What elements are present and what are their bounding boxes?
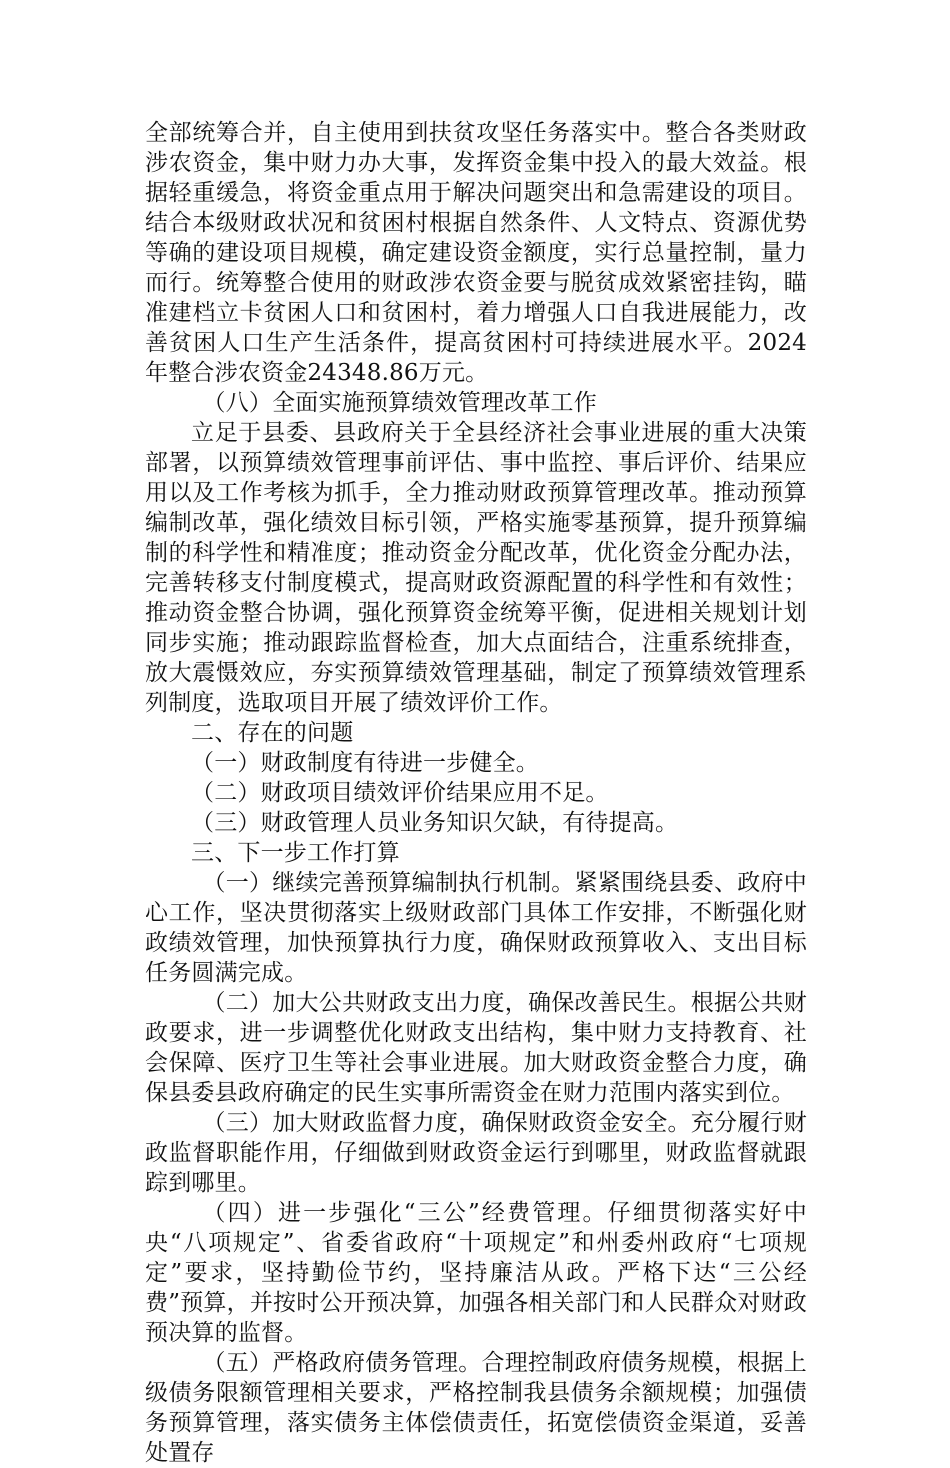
- plan-item-3: （三）加大财政监督力度，确保财政资金安全。充分履行财政监督职能作用，仔细做到财政资金运行到哪里，财政监督就跟踪到哪里。: [145, 1110, 807, 1196]
- heading-next-steps: 三、下一步工作打算: [191, 840, 400, 866]
- plan-item-1: （一）继续完善预算编制执行机制。紧紧围绕县委、政府中心工作，坚决贯彻落实上级财政部门具体工作安排，不断强化财政绩效管理，加快预算执行力度，确保财政预算收入、支出目标任务圆满完成。: [145, 870, 807, 986]
- problem-item-3: （三）财政管理人员业务知识欠缺，有待提高。: [191, 810, 679, 836]
- paragraph-funds-integration: 全部统筹合并，自主使用到扶贫攻坚任务落实中。整合各类财政涉农资金，集中财力办大事，发挥资金集中投入的最大效益。根据轻重缓急，将资金重点用于解决问题突出和急需建设的项目。结合本级财政状况和贫困村根据自然条件、人文特点、资源优势等确的建设项目规模，确定建设资金额度，实行总量控制，量力而行。统筹整合使用的财政涉农资金要与脱贫成效紧密挂钩，瞄准建档立卡贫困人口和贫困村，着力增强人口自我进展能力，改善贫困人口生产生活条件，提高贫困村可持续进展水平。2024年整合涉农资金24348.86万元。: [145, 120, 807, 386]
- heading-problems: 二、存在的问题: [191, 720, 354, 746]
- problem-item-1: （一）财政制度有待进一步健全。: [191, 750, 539, 776]
- problem-item-2: （二）财政项目绩效评价结果应用不足。: [191, 780, 609, 806]
- section-heading-8: （八）全面实施预算绩效管理改革工作: [202, 390, 597, 416]
- document-page: [145, 118, 807, 1468]
- plan-item-2: （二）加大公共财政支出力度，确保改善民生。根据公共财政要求，进一步调整优化财政支出结构，集中财力支持教育、社会保障、医疗卫生等社会事业进展。加大财政资金整合力度，确保县委县政府确定的民生实事所需资金在财力范围内落实到位。: [145, 990, 807, 1106]
- paragraph-performance-reform: 立足于县委、县政府关于全县经济社会事业进展的重大决策部署，以预算绩效管理事前评估、事中监控、事后评价、结果应用以及工作考核为抓手，全力推动财政预算管理改革。推动预算编制改革，强化绩效目标引领，严格实施零基预算，提升预算编制的科学性和精准度；推动资金分配改革，优化资金分配办法，完善转移支付制度模式，提高财政资源配置的科学性和有效性；推动资金整合协调，强化预算资金统筹平衡，促进相关规划计划同步实施；推动跟踪监督检查，加大点面结合，注重系统排查，放大震慑效应，夯实预算绩效管理基础，制定了预算绩效管理系列制度，选取项目开展了绩效评价工作。: [145, 420, 807, 716]
- plan-item-5: （五）严格政府债务管理。合理控制政府债务规模，根据上级债务限额管理相关要求，严格控制我县债务余额规模；加强债务预算管理，落实债务主体偿债责任，拓宽偿债资金渠道，妥善处置存: [145, 1350, 807, 1466]
- plan-item-4: （四）进一步强化“三公”经费管理。仔细贯彻落实好中央“八项规定”、省委省政府“十项规定”和州委州政府“七项规定”要求，坚持勤俭节约，坚持廉洁从政。严格下达“三公经费”预算，并按时公开预决算，加强各相关部门和人民群众对财政预决算的监督。: [145, 1200, 807, 1346]
